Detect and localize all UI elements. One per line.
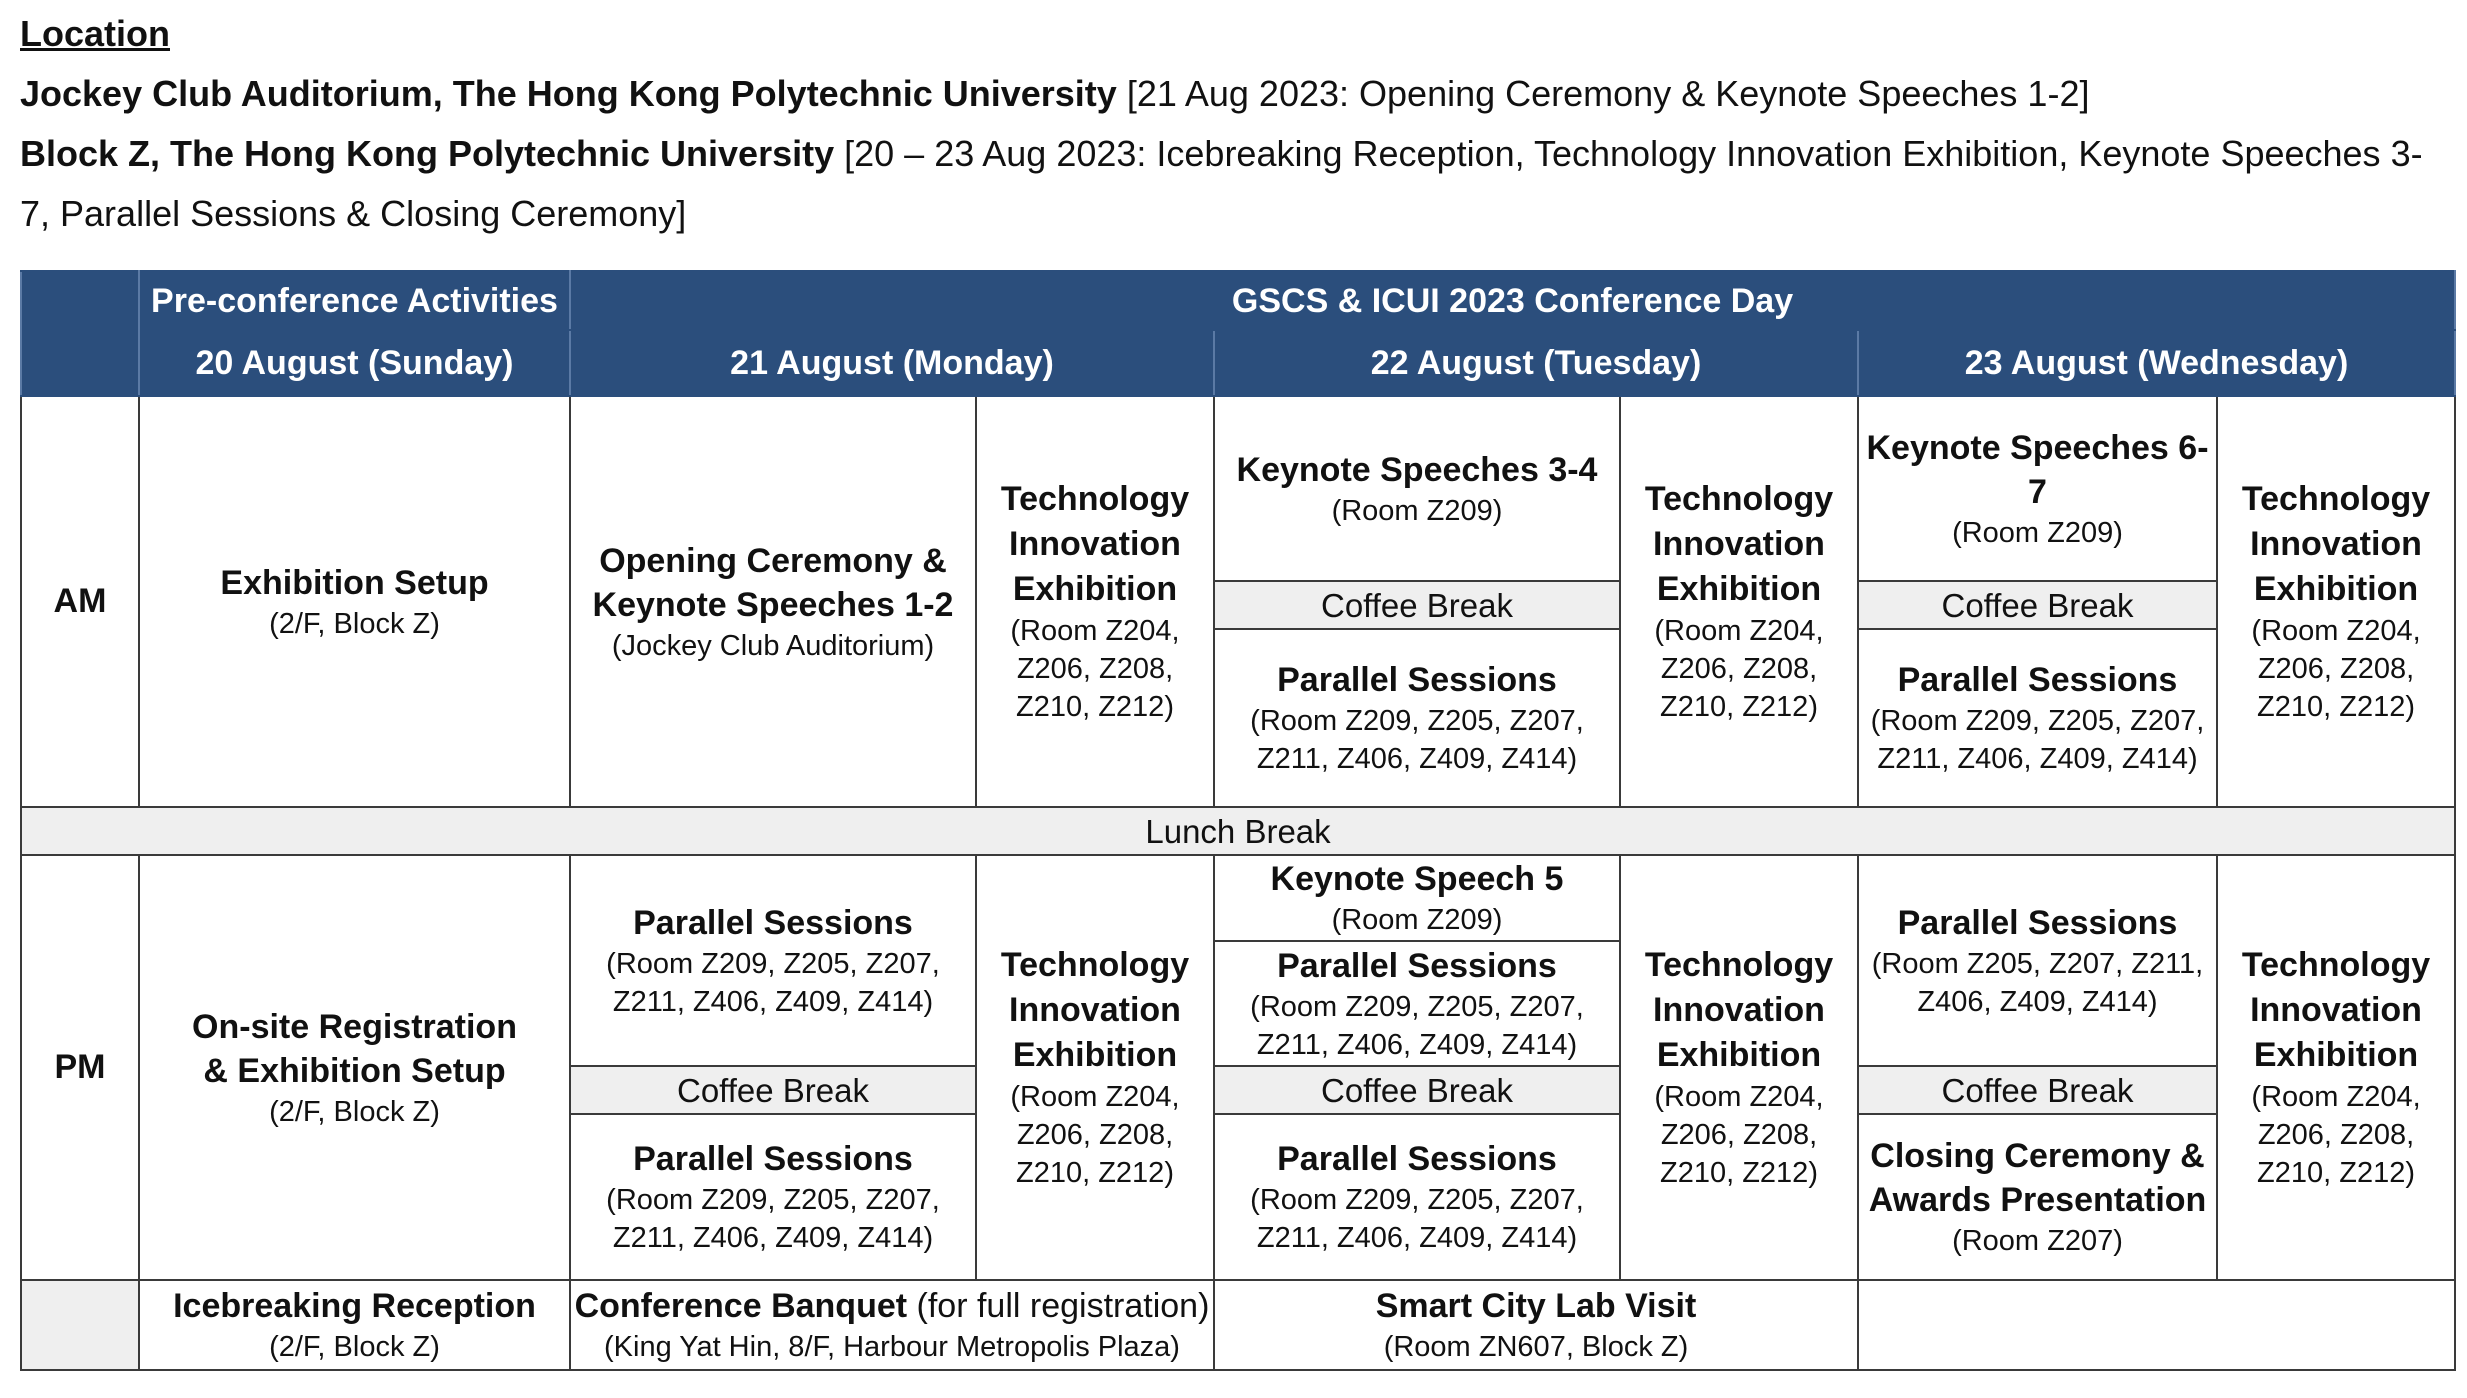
am-wed-parallel — [1858, 629, 2217, 807]
am-tue-parallel — [1214, 629, 1620, 807]
pm-wed-parallel — [1858, 855, 2217, 1066]
ps-rooms-1: (Room Z209, Z205, Z207, — [1250, 705, 1584, 737]
ps-rooms-2: Z211, Z406, Z409, Z414) — [1256, 1028, 1578, 1061]
tie-room-1: (Room Z204, — [1654, 615, 1824, 647]
ps-rooms-1: (Room Z209, Z205, Z207, — [606, 1184, 940, 1216]
tie-room-2: Z206, Z208, — [1660, 653, 1818, 685]
pm-mon-exhibition — [976, 855, 1214, 1280]
am-wed-keynote — [1858, 396, 2217, 581]
ps-rooms-2: Z211, Z406, Z409, Z414) — [612, 1222, 934, 1254]
am-sun-cell — [139, 396, 570, 807]
tie-line-3: Exhibition — [1656, 1036, 1822, 1074]
evening-label — [21, 1280, 139, 1370]
am-mon-title-2: Keynote Speeches 1-2 — [592, 585, 954, 624]
tie-line-3: Exhibition — [2253, 1036, 2419, 1074]
tie-line-1: Technology — [1644, 946, 1834, 984]
pm-wed-closing-title-2: Awards Presentation — [1868, 1181, 2207, 1219]
am-sun-sub: (2/F, Block Z) — [269, 607, 440, 640]
tie-line-2: Innovation — [1009, 525, 1181, 563]
ps-rooms-2: Z211, Z406, Z409, Z414) — [1256, 1222, 1578, 1254]
lab-visit-sub: (Room ZN607, Block Z) — [1383, 1331, 1689, 1363]
tie-line-1: Technology — [1644, 480, 1834, 518]
tie-room-1: (Room Z204, — [1654, 1081, 1824, 1113]
evening-sun-icebreaking — [139, 1280, 570, 1370]
venue-block-z: Block Z, The Hong Kong Polytechnic University — [20, 133, 835, 174]
ps-rooms-2: Z211, Z406, Z409, Z414) — [1256, 743, 1578, 775]
pm-wed-closing-title-1: Closing Ceremony & — [1870, 1137, 2205, 1175]
tie-room-3: Z210, Z212) — [2257, 691, 2416, 723]
evening-mon-banquet — [570, 1280, 1214, 1370]
header-day-21: 21 August (Monday) — [570, 330, 1214, 396]
tie-line-2: Innovation — [2250, 991, 2422, 1029]
tie-line-3: Exhibition — [1656, 570, 1822, 608]
tie-line-3: Exhibition — [2253, 570, 2419, 608]
lab-visit-title: Smart City Lab Visit — [1375, 1287, 1697, 1325]
tie-line-2: Innovation — [1009, 991, 1181, 1029]
am-wed-keynote-title: Keynote Speeches 6-7 — [1866, 428, 2209, 511]
tie-room-2: Z206, Z208, — [2257, 653, 2415, 685]
banquet-title-line — [571, 1284, 1213, 1328]
venue-jockey-club: Jockey Club Auditorium, The Hong Kong Polytechnic University — [20, 73, 1117, 114]
pm-label: PM — [21, 855, 139, 1280]
tie-line-2: Innovation — [2250, 525, 2422, 563]
lunch-break: Lunch Break — [21, 807, 2455, 855]
am-tue-keynote-room: (Room Z209) — [1331, 494, 1503, 527]
tie-room-1: (Room Z204, — [2251, 1081, 2421, 1113]
location-line-1 — [20, 64, 2440, 124]
tie-line-2: Innovation — [1653, 525, 1825, 563]
pm-sun-title-2: & Exhibition Setup — [203, 1051, 506, 1090]
ps-title: Parallel Sessions — [1277, 661, 1557, 699]
ps-rooms-1: (Room Z209, Z205, Z207, — [606, 947, 940, 980]
am-tue-keynote — [1214, 396, 1620, 581]
tie-line-3: Exhibition — [1012, 570, 1178, 608]
pm-wed-closing-room: (Room Z207) — [1952, 1225, 2123, 1257]
pm-row-1 — [21, 855, 2455, 941]
tie-room-1: (Room Z204, — [2251, 615, 2421, 647]
icebreaking-title: Icebreaking Reception — [173, 1287, 536, 1325]
pm-wed-exhibition — [2217, 855, 2455, 1280]
tie-room-1: (Room Z204, — [1010, 1081, 1180, 1113]
pm-tue-parallel-1 — [1214, 941, 1620, 1066]
tie-room-2: Z206, Z208, — [2257, 1119, 2415, 1151]
pm-tue-keynote-room: (Room Z209) — [1331, 904, 1503, 936]
ps-title: Parallel Sessions — [1897, 661, 2178, 699]
tie-line-1: Technology — [2241, 946, 2431, 984]
ps-rooms-2: Z211, Z406, Z409, Z414) — [612, 985, 934, 1018]
ps-rooms-1: (Room Z209, Z205, Z207, — [1250, 1184, 1584, 1216]
am-tue-coffee-break: Coffee Break — [1214, 581, 1620, 629]
am-wed-coffee-break: Coffee Break — [1858, 581, 2217, 629]
pm-tue-parallel-2 — [1214, 1114, 1620, 1280]
am-row-a — [21, 396, 2455, 581]
am-mon-cell — [570, 396, 976, 807]
ps-title: Parallel Sessions — [1277, 1140, 1557, 1178]
header-pre-conference: Pre-conference Activities — [139, 271, 570, 330]
am-mon-sub: (Jockey Club Auditorium) — [611, 629, 935, 662]
location-section — [20, 4, 2440, 244]
am-tue-exhibition — [1620, 396, 1858, 807]
banquet-title: Conference Banquet — [574, 1287, 908, 1325]
tie-room-3: Z210, Z212) — [1016, 1157, 1174, 1189]
ps-title: Parallel Sessions — [633, 903, 913, 942]
ps-title: Parallel Sessions — [1277, 946, 1557, 985]
header-corner — [21, 271, 139, 396]
evening-wed-empty — [1858, 1280, 2455, 1370]
pm-tue-exhibition — [1620, 855, 1858, 1280]
am-mon-exhibition — [976, 396, 1214, 807]
tie-line-2: Innovation — [1653, 991, 1825, 1029]
header-row-1 — [21, 271, 2455, 330]
tie-room-3: Z210, Z212) — [1660, 691, 1818, 723]
pm-sun-cell — [139, 855, 570, 1280]
lunch-row — [21, 807, 2455, 855]
ps-rooms-1: (Room Z205, Z207, Z211, — [1871, 947, 2204, 980]
tie-room-1: (Room Z204, — [1010, 615, 1180, 647]
banquet-note: (for full registration) — [907, 1287, 1210, 1325]
tie-line-1: Technology — [2241, 480, 2431, 518]
tie-room-3: Z210, Z212) — [1016, 691, 1174, 723]
pm-sun-title-1: On-site Registration — [192, 1007, 517, 1046]
ps-rooms-2: Z211, Z406, Z409, Z414) — [1877, 743, 2198, 775]
tie-line-1: Technology — [1000, 480, 1190, 518]
evening-row — [21, 1280, 2455, 1370]
banquet-sub: (King Yat Hin, 8/F, Harbour Metropolis Plaza) — [604, 1331, 1180, 1363]
ps-title: Parallel Sessions — [633, 1140, 913, 1178]
venue-block-z-note: [20 – 23 Aug 2023: Icebreaking Reception, Technology Innovation Exhibition, Keynote Speeches 3-7, Parallel Sessions & Closing Ceremony] — [20, 133, 2423, 234]
icebreaking-sub: (2/F, Block Z) — [269, 1331, 440, 1363]
am-wed-exhibition — [2217, 396, 2455, 807]
header-conference-day: GSCS & ICUI 2023 Conference Day — [570, 271, 2455, 330]
header-day-23: 23 August (Wednesday) — [1858, 330, 2455, 396]
venue-jockey-club-note: [21 Aug 2023: Opening Ceremony & Keynote Speeches 1-2] — [1116, 73, 2090, 114]
pm-wed-coffee-break: Coffee Break — [1858, 1066, 2217, 1114]
ps-rooms-1: (Room Z209, Z205, Z207, — [1250, 990, 1584, 1023]
schedule-table — [20, 270, 2456, 1371]
ps-rooms-1: (Room Z209, Z205, Z207, — [1870, 705, 2205, 737]
tie-line-3: Exhibition — [1012, 1036, 1178, 1074]
tie-room-2: Z206, Z208, — [1016, 653, 1174, 685]
pm-mon-parallel-2 — [570, 1114, 976, 1280]
evening-tue-lab-visit — [1214, 1280, 1858, 1370]
pm-sun-sub: (2/F, Block Z) — [269, 1095, 440, 1128]
tie-line-1: Technology — [1000, 946, 1190, 984]
am-label: AM — [21, 396, 139, 807]
am-mon-title-1: Opening Ceremony & — [599, 541, 947, 580]
tie-room-2: Z206, Z208, — [1660, 1119, 1818, 1151]
header-day-22: 22 August (Tuesday) — [1214, 330, 1858, 396]
pm-tue-keynote-title: Keynote Speech 5 — [1270, 860, 1564, 898]
pm-mon-coffee-break: Coffee Break — [570, 1066, 976, 1114]
pm-tue-coffee-break: Coffee Break — [1214, 1066, 1620, 1114]
pm-wed-closing — [1858, 1114, 2217, 1280]
am-tue-keynote-title: Keynote Speeches 3-4 — [1236, 450, 1598, 489]
tie-room-2: Z206, Z208, — [1016, 1119, 1174, 1151]
header-day-20: 20 August (Sunday) — [139, 330, 570, 396]
location-heading: Location — [20, 13, 170, 54]
am-wed-keynote-room: (Room Z209) — [1952, 516, 2123, 549]
tie-room-3: Z210, Z212) — [2257, 1157, 2416, 1189]
am-sun-title: Exhibition Setup — [220, 563, 489, 602]
ps-title: Parallel Sessions — [1897, 903, 2178, 942]
pm-tue-keynote — [1214, 855, 1620, 941]
header-row-2 — [21, 330, 2455, 396]
location-line-2 — [20, 124, 2440, 244]
tie-room-3: Z210, Z212) — [1660, 1157, 1818, 1189]
ps-rooms-2: Z406, Z409, Z414) — [1917, 985, 2158, 1018]
pm-mon-parallel-1 — [570, 855, 976, 1066]
